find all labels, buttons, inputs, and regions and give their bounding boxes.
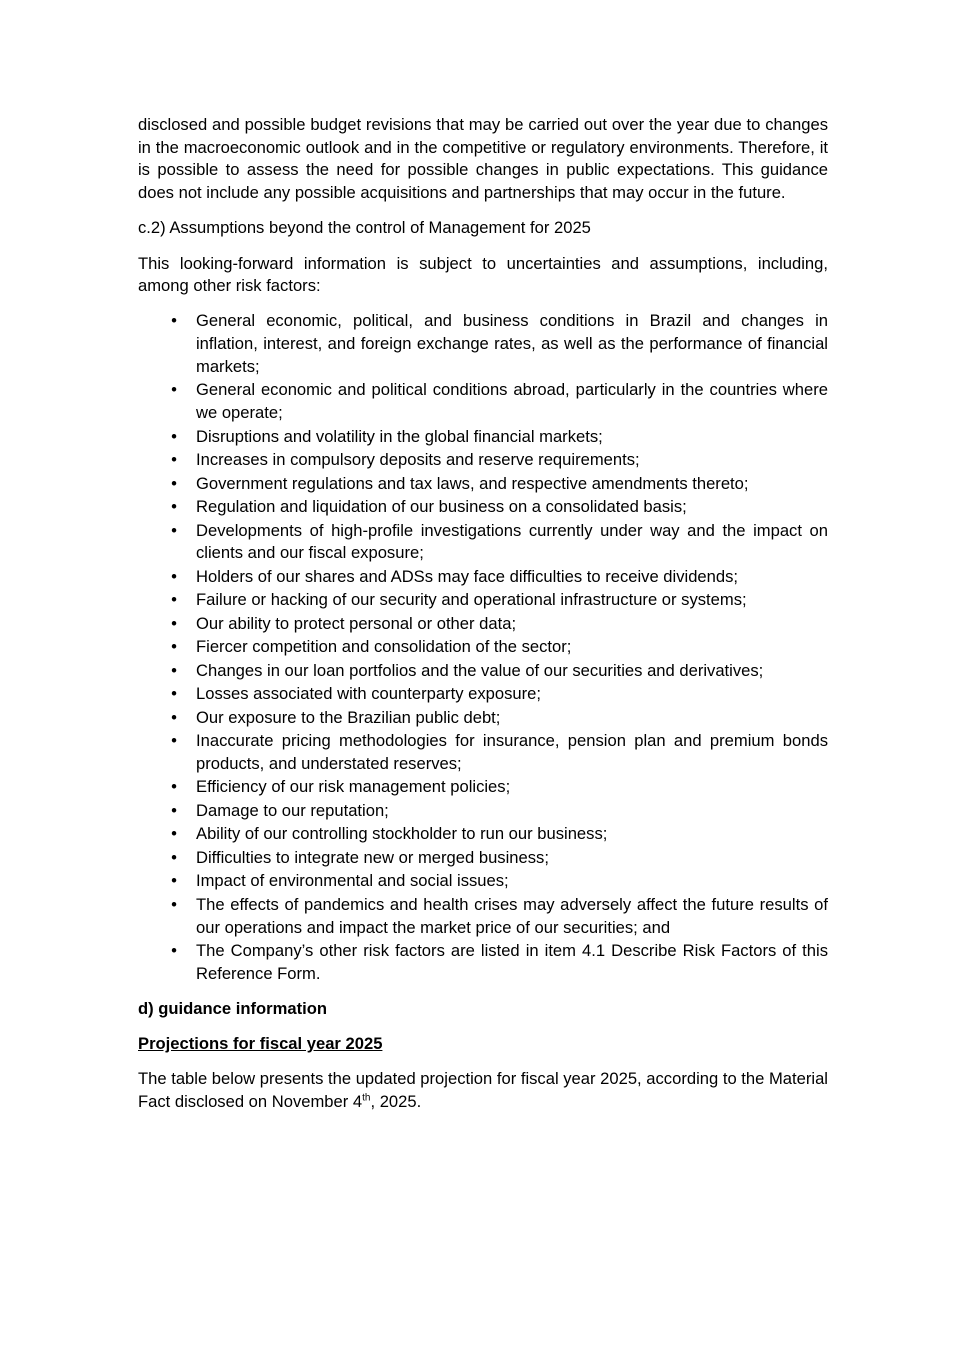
closing-text-end: , 2025. — [370, 1092, 422, 1112]
list-item — [138, 426, 828, 449]
risk-factor-text: Losses associated with counterparty exposure; — [196, 684, 541, 704]
risk-factor-text: Government regulations and tax laws, and respective amendments thereto; — [196, 473, 749, 493]
bullet-icon: • — [171, 684, 177, 704]
risk-factor-list — [138, 310, 828, 985]
bullet-icon: • — [171, 847, 177, 867]
risk-factor-text: Impact of environmental and social issues; — [196, 871, 509, 891]
bullet-icon: • — [171, 637, 177, 657]
list-item — [138, 870, 828, 893]
bullet-icon: • — [171, 800, 177, 820]
risk-factor-text: Efficiency of our risk management policies; — [196, 777, 511, 797]
section-c2-lead: This looking-forward information is subject to uncertainties and assumptions, including, among other risk factors: — [138, 253, 828, 296]
list-item — [138, 310, 828, 378]
bullet-icon: • — [171, 426, 177, 446]
bullet-icon: • — [171, 731, 177, 751]
bullet-icon: • — [171, 777, 177, 797]
list-item — [138, 660, 828, 683]
list-item — [138, 496, 828, 519]
closing-text-main: The table below presents the updated projection for fiscal year 2025, according to the Material Fact disclosed on November 4 — [138, 1069, 828, 1112]
list-item — [138, 613, 828, 636]
risk-factor-text: The effects of pandemics and health crises may adversely affect the future results of our operations and impact the market price of our securities; and — [196, 894, 828, 937]
document-page — [138, 114, 828, 1114]
risk-factor-text: Our exposure to the Brazilian public debt; — [196, 707, 501, 727]
risk-factor-text: Increases in compulsory deposits and reserve requirements; — [196, 450, 640, 470]
bullet-icon: • — [171, 566, 177, 586]
bullet-icon: • — [171, 520, 177, 540]
risk-factor-text: Inaccurate pricing methodologies for insurance, pension plan and premium bonds products, and understated reserves; — [196, 731, 828, 773]
list-item — [138, 379, 828, 424]
list-item — [138, 707, 828, 730]
risk-factor-text: Developments of high-profile investigations currently under way and the impact on clients and our fiscal exposure; — [196, 520, 828, 563]
risk-factor-text: Ability of our controlling stockholder to run our business; — [196, 824, 608, 844]
section-d-title: d) guidance information — [138, 999, 327, 1019]
risk-factor-text: Holders of our shares and ADSs may face difficulties to receive dividends; — [196, 566, 739, 586]
list-item — [138, 636, 828, 659]
bullet-icon: • — [171, 450, 177, 470]
list-item — [138, 823, 828, 846]
list-item — [138, 473, 828, 496]
risk-factor-text: General economic and political conditions abroad, particularly in the countries where we operate; — [196, 380, 828, 423]
projections-heading: Projections for fiscal year 2025 — [138, 1034, 383, 1054]
bullet-icon: • — [171, 660, 177, 680]
risk-factor-text: Our ability to protect personal or other data; — [196, 613, 517, 633]
bullet-icon: • — [171, 824, 177, 844]
risk-factor-text: Difficulties to integrate new or merged business; — [196, 847, 549, 867]
date-ordinal-suffix: th — [362, 1092, 371, 1104]
risk-factor-text: Failure or hacking of our security and operational infrastructure or systems; — [196, 590, 747, 610]
bullet-icon: • — [171, 497, 177, 517]
list-item — [138, 800, 828, 823]
risk-factor-text: General economic, political, and business conditions in Brazil and changes in inflation, interest, and foreign exchange rates, as well as the performance of financial markets; — [196, 311, 828, 376]
list-item — [138, 730, 828, 775]
list-item — [138, 940, 828, 985]
bullet-icon: • — [171, 311, 177, 331]
bullet-icon: • — [171, 707, 177, 727]
bullet-icon: • — [171, 590, 177, 610]
risk-factor-text: The Company’s other risk factors are listed in item 4.1 Describe Risk Factors of this Reference Form. — [196, 941, 828, 983]
list-item — [138, 520, 828, 565]
risk-factor-text: Changes in our loan portfolios and the value of our securities and derivatives; — [196, 660, 764, 680]
list-item — [138, 776, 828, 799]
risk-factor-text: Disruptions and volatility in the global financial markets; — [196, 426, 603, 446]
bullet-icon: • — [171, 941, 177, 961]
closing-paragraph — [138, 1068, 828, 1113]
risk-factor-text: Damage to our reputation; — [196, 800, 389, 820]
section-c2-title: c.2) Assumptions beyond the control of Management for 2025 — [138, 218, 591, 238]
risk-factor-text: Fiercer competition and consolidation of the sector; — [196, 637, 572, 657]
list-item — [138, 847, 828, 870]
bullet-icon: • — [171, 613, 177, 633]
intro-paragraph: disclosed and possible budget revisions that may be carried out over the year due to changes in the macroeconomic outlook and in the competitive or regulatory environments. Therefore, it is possible to assess the need for possible changes in public expectations. This guidance does not include any possible acquisitions and partnerships that may occur in the future. — [138, 115, 828, 203]
risk-factor-text: Regulation and liquidation of our business on a consolidated basis; — [196, 497, 687, 517]
list-item — [138, 683, 828, 706]
bullet-icon: • — [171, 871, 177, 891]
list-item — [138, 449, 828, 472]
list-item — [138, 894, 828, 939]
list-item — [138, 566, 828, 589]
bullet-icon: • — [171, 894, 177, 914]
list-item — [138, 589, 828, 612]
bullet-icon: • — [171, 380, 177, 400]
bullet-icon: • — [171, 473, 177, 493]
